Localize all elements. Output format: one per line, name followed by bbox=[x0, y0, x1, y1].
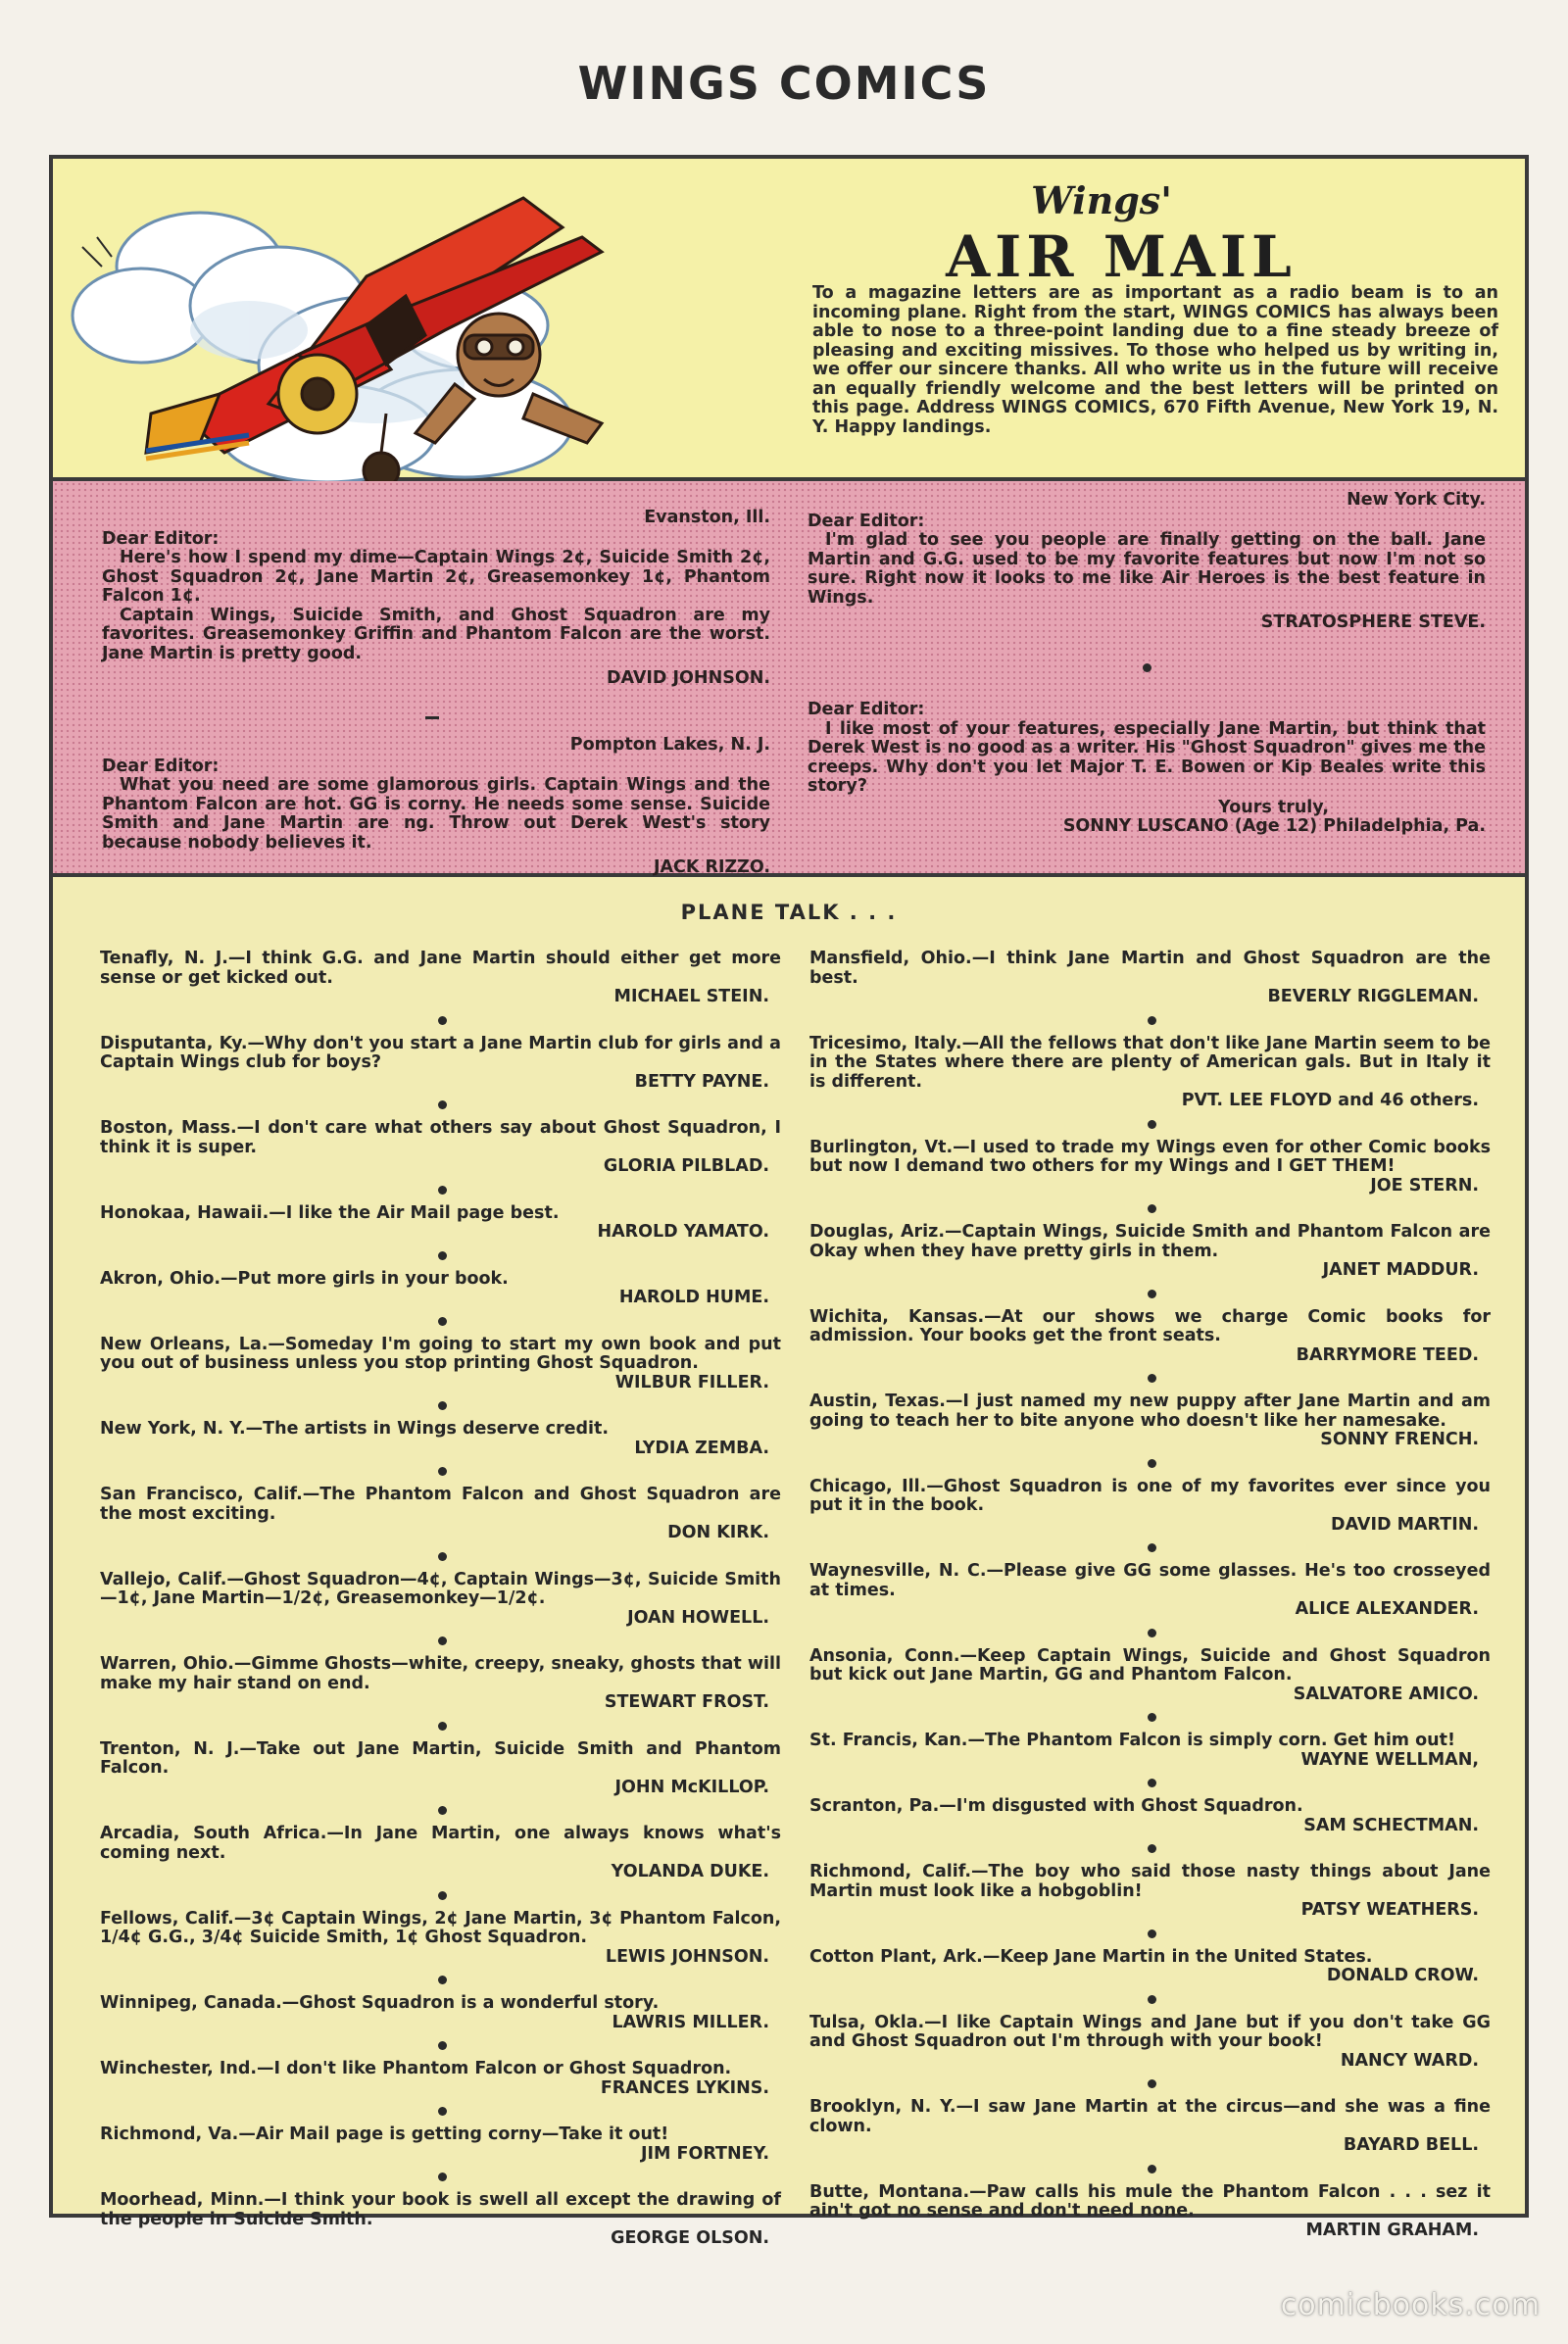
plane-talk-signature: JOE STERN. bbox=[1370, 1175, 1479, 1196]
plane-talk-item bbox=[809, 2098, 1491, 2156]
separator-dot bbox=[1143, 663, 1152, 672]
plane-talk-text: Winnipeg, Canada.—Ghost Squadron is a wonderful story. bbox=[100, 1993, 660, 2013]
plane-talk-text: Arcadia, South Africa.—In Jane Martin, one always knows what's coming next. bbox=[100, 1824, 781, 1863]
plane-talk-item bbox=[100, 1336, 781, 1393]
separator-dot bbox=[438, 1636, 447, 1645]
plane-talk-signature: MARTIN GRAHAM. bbox=[1305, 2220, 1479, 2240]
plane-talk-signature: JOHN McKILLOP. bbox=[614, 1777, 769, 1797]
plane-talk-signature: SONNY FRENCH. bbox=[1320, 1430, 1479, 1449]
plane-talk-item bbox=[100, 2191, 781, 2249]
separator-dot bbox=[438, 1806, 447, 1815]
separator-dot bbox=[1148, 1459, 1156, 1468]
letter-signature: DAVID JOHNSON. bbox=[606, 668, 770, 688]
plane-talk-signature: SAM SCHECTMAN. bbox=[1303, 1815, 1479, 1835]
plane-talk-text: Trenton, N. J.—Take out Jane Martin, Suicide Smith and Phantom Falcon. bbox=[100, 1738, 781, 1778]
plane-talk-signature: DONALD CROW. bbox=[1326, 1966, 1479, 1985]
letter-salutation: Dear Editor: bbox=[102, 528, 220, 549]
plane-talk-signature: SALVATORE AMICO. bbox=[1293, 1684, 1479, 1704]
plane-talk-text: New Orleans, La.—Someday I'm going to start my own book and put you out of business unless you stop printing Ghost Squadron. bbox=[100, 1334, 781, 1373]
separator-dot bbox=[438, 2041, 447, 2050]
plane-talk-signature: DON KIRK. bbox=[667, 1523, 769, 1542]
letter-signature: STRATOSPHERE STEVE. bbox=[1260, 612, 1486, 632]
separator-dot bbox=[438, 1401, 447, 1410]
separator-dot bbox=[438, 1552, 447, 1561]
plane-talk-item bbox=[100, 1740, 781, 1798]
plane-talk-text: Richmond, Va.—Air Mail page is getting corny—Take it out! bbox=[100, 2124, 669, 2144]
plane-talk-item bbox=[809, 1797, 1491, 1835]
separator-dot bbox=[1148, 1929, 1156, 1938]
plane-talk-text: Austin, Texas.—I just named my new puppy after Jane Martin and am going to teach her to bite anyone who doesn't like her namesake. bbox=[809, 1392, 1491, 1431]
plane-talk-signature: JOAN HOWELL. bbox=[627, 1607, 769, 1628]
plane-talk-signature: WAYNE WELLMAN, bbox=[1300, 1749, 1479, 1770]
plane-talk-text: Mansfield, Ohio.—I think Jane Martin and Ghost Squadron are the best. bbox=[809, 949, 1491, 988]
letter-pompton-lakes bbox=[102, 736, 770, 878]
plane-talk-text: Winchester, Ind.—I don't like Phantom Falcon or Ghost Squadron. bbox=[100, 2059, 732, 2078]
plane-talk-signature: FRANCES LYKINS. bbox=[600, 2077, 769, 2098]
plane-talk-signature: GLORIA PILBLAD. bbox=[603, 1156, 769, 1176]
plane-talk-signature: WILBUR FILLER. bbox=[614, 1372, 769, 1392]
plane-talk-text: Richmond, Calif.—The boy who said those nasty things about Jane Martin must look like a hobgoblin! bbox=[809, 1862, 1491, 1901]
plane-talk-text: Butte, Montana.—Paw calls his mule the Phantom Falcon . . . sez it ain't got no sense and don't need none. bbox=[809, 2181, 1491, 2221]
separator-dot bbox=[438, 1891, 447, 1900]
plane-talk-item bbox=[809, 1392, 1491, 1450]
plane-talk-item bbox=[100, 1571, 781, 1629]
separator-dot bbox=[1148, 1713, 1156, 1722]
plane-talk-signature: MICHAEL STEIN. bbox=[613, 987, 769, 1006]
plane-talk-signature: BAYARD BELL. bbox=[1343, 2135, 1479, 2155]
letter-place: New York City. bbox=[1347, 490, 1486, 510]
letters-panel bbox=[53, 481, 1525, 877]
plane-talk-signature: YOLANDA DUKE. bbox=[611, 1862, 769, 1881]
plane-talk-signature: BETTY PAYNE. bbox=[634, 1071, 769, 1092]
site-credit: comicbooks.com bbox=[1280, 2288, 1541, 2322]
plane-talk-signature: GEORGE OLSON. bbox=[611, 2228, 769, 2248]
plane-talk-text: New York, N. Y.—The artists in Wings deserve credit. bbox=[100, 1419, 610, 1439]
separator-dot bbox=[1148, 1016, 1156, 1025]
plane-talk-signature: LYDIA ZEMBA. bbox=[634, 1438, 769, 1458]
plane-talk-signature: LEWIS JOHNSON. bbox=[605, 1946, 769, 1967]
plane-talk-text: Tulsa, Okla.—I like Captain Wings and Jane but if you don't take GG and Ghost Squadron out I'm through with your book! bbox=[809, 2012, 1491, 2051]
plane-talk-item bbox=[100, 2125, 781, 2164]
plane-talk-signature: BEVERLY RIGGLEMAN. bbox=[1267, 987, 1479, 1006]
plane-talk-signature: HAROLD YAMATO. bbox=[597, 1222, 769, 1242]
plane-talk-text: Chicago, Ill.—Ghost Squadron is one of my favorites ever since you put it in the book. bbox=[809, 1476, 1491, 1515]
plane-talk-item bbox=[809, 1647, 1491, 1705]
separator-dash bbox=[425, 716, 439, 719]
letter-place: Evanston, Ill. bbox=[644, 508, 770, 527]
plane-talk-signature: LAWRIS MILLER. bbox=[612, 2012, 769, 2032]
plane-talk-text: Boston, Mass.—I don't care what others say about Ghost Squadron, I think it is super. bbox=[100, 1118, 781, 1157]
letter-body: What you need are some glamorous girls. Captain Wings and the Phantom Falcon are hot. GG is corny. He needs some sense. Suicide Smith and Jane Martin are ng. Throw out Derek West's story because nobody believes it. bbox=[102, 775, 770, 853]
separator-dot bbox=[438, 2173, 447, 2181]
plane-talk-signature: ALICE ALEXANDER. bbox=[1295, 1599, 1479, 1619]
plane-talk-signature: DAVID MARTIN. bbox=[1331, 1514, 1479, 1535]
separator-dot bbox=[438, 1976, 447, 1984]
plane-talk-item bbox=[100, 1486, 781, 1543]
letter-salutation: Dear Editor: bbox=[808, 700, 925, 719]
plane-talk-item bbox=[100, 2060, 781, 2098]
letter-evanston bbox=[102, 509, 770, 689]
letter-closing: Yours truly, bbox=[1218, 797, 1329, 817]
letter-signature: SONNY LUSCANO (Age 12) Philadelphia, Pa. bbox=[1062, 816, 1486, 836]
plane-talk-item bbox=[809, 1478, 1491, 1536]
letter-body: Captain Wings, Suicide Smith, and Ghost Squadron are my favorites. Greasemonkey Griffin and Phantom Falcon are the worst. Jane Martin is pretty good. bbox=[102, 605, 770, 663]
plane-talk-title: PLANE TALK . . . bbox=[680, 901, 898, 924]
air-mail-title: AIR MAIL bbox=[946, 223, 1297, 290]
air-mail-page bbox=[49, 155, 1529, 2248]
plane-talk-section bbox=[53, 877, 1525, 2248]
letter-body: I'm glad to see you people are finally getting on the ball. Jane Martin and G.G. used to be my favorite features but now I'm not so sure. Right now it looks to me like Air Heroes is the best feature in Wings. bbox=[808, 530, 1486, 608]
plane-talk-signature: JIM FORTNEY. bbox=[640, 2143, 769, 2164]
letter-salutation: Dear Editor: bbox=[808, 511, 925, 531]
plane-talk-item bbox=[809, 2014, 1491, 2072]
separator-dot bbox=[1148, 1543, 1156, 1552]
plane-talk-text: Burlington, Vt.—I used to trade my Wings even for other Comic books but now I demand two others for my Wings and I GET THEM! bbox=[809, 1137, 1491, 1176]
plane-talk-signature: BARRYMORE TEED. bbox=[1296, 1344, 1479, 1365]
plane-talk-item bbox=[100, 1270, 781, 1308]
plane-talk-text: Honokaa, Hawaii.—I like the Air Mail page best. bbox=[100, 1202, 560, 1223]
plane-talk-text: Tenafly, N. J.—I think G.G. and Jane Martin should either get more sense or get kicked out. bbox=[100, 949, 781, 988]
plane-talk-text: Fellows, Calif.—3¢ Captain Wings, 2¢ Jane Martin, 3¢ Phantom Falcon, 1/4¢ G.G., 3/4¢ Suicide Smith, 1¢ Ghost Squadron. bbox=[100, 1908, 781, 1947]
letter-body: I like most of your features, especially Jane Martin, but think that Derek West is no good as a writer. His "Ghost Squadron" gives me the creeps. Why don't you let Major T. E. Bowen or Kip Beales write this story? bbox=[808, 718, 1486, 796]
plane-talk-text: Vallejo, Calif.—Ghost Squadron—4¢, Captain Wings—3¢, Suicide Smith—1¢, Jane Martin—1/2¢, Greasemonkey—1/2¢. bbox=[100, 1569, 781, 1608]
plane-talk-text: Tricesimo, Italy.—All the fellows that don't like Jane Martin seem to be in the States where there are plenty of American gals. But in Italy it is different. bbox=[809, 1033, 1491, 1092]
plane-talk-text: Brooklyn, N. Y.—I saw Jane Martin at the circus—and she was a fine clown. bbox=[809, 2097, 1491, 2136]
page-title: WINGS COMICS bbox=[577, 57, 991, 110]
airplane-pilot-illustration bbox=[53, 159, 631, 497]
plane-talk-text: Waynesville, N. C.—Please give GG some glasses. He's too crosseyed at times. bbox=[809, 1561, 1491, 1600]
letter-philadelphia bbox=[808, 701, 1486, 837]
plane-talk-item bbox=[809, 1863, 1491, 1921]
plane-talk-signature: HAROLD HUME. bbox=[618, 1288, 769, 1307]
separator-dot bbox=[438, 1186, 447, 1195]
plane-talk-item bbox=[809, 1223, 1491, 1281]
separator-dot bbox=[1148, 2165, 1156, 2173]
plane-talk-item bbox=[809, 1139, 1491, 1196]
plane-talk-item bbox=[100, 950, 781, 1007]
separator-dot bbox=[438, 1251, 447, 1260]
letter-signature: JACK RIZZO. bbox=[653, 857, 770, 877]
plane-talk-item bbox=[809, 950, 1491, 1007]
letter-body: Here's how I spend my dime—Captain Wings 2¢, Suicide Smith 2¢, Ghost Squadron 2¢, Jane Martin 2¢, Greasemonkey 1¢, Phantom Falcon 1¢. bbox=[102, 548, 770, 606]
plane-talk-item bbox=[100, 1119, 781, 1177]
letter-new-york-city bbox=[808, 491, 1486, 633]
plane-talk-item bbox=[809, 1035, 1491, 1111]
plane-talk-signature: STEWART FROST. bbox=[604, 1692, 769, 1712]
separator-dot bbox=[438, 1467, 447, 1476]
letter-place: Pompton Lakes, N. J. bbox=[569, 735, 770, 755]
plane-talk-signature: PATSY WEATHERS. bbox=[1300, 1900, 1479, 1920]
plane-talk-item bbox=[809, 1308, 1491, 1366]
separator-dot bbox=[438, 1722, 447, 1731]
plane-talk-signature: JANET MADDUR. bbox=[1322, 1260, 1479, 1280]
plane-talk-signature: PVT. LEE FLOYD and 46 others. bbox=[1181, 1091, 1479, 1110]
plane-talk-right-column bbox=[809, 950, 1491, 2240]
separator-dot bbox=[1148, 1120, 1156, 1129]
separator-dot bbox=[438, 2107, 447, 2116]
plane-talk-text: Cotton Plant, Ark.—Keep Jane Martin in the United States. bbox=[809, 1946, 1373, 1967]
letter-salutation: Dear Editor: bbox=[102, 756, 220, 776]
separator-dot bbox=[1148, 1290, 1156, 1298]
plane-talk-text: Disputanta, Ky.—Why don't you start a Jane Martin club for girls and a Captain Wings club for boys? bbox=[100, 1033, 781, 1072]
plane-talk-text: San Francisco, Calif.—The Phantom Falcon and Ghost Squadron are the most exciting. bbox=[100, 1485, 781, 1524]
air-mail-header bbox=[53, 159, 1525, 481]
separator-dot bbox=[1148, 1779, 1156, 1787]
separator-dot bbox=[438, 1016, 447, 1025]
plane-talk-text: Ansonia, Conn.—Keep Captain Wings, Suicide and Ghost Squadron but kick out Jane Martin, GG and Phantom Falcon. bbox=[809, 1645, 1491, 1685]
intro-text: To a magazine letters are as important as a radio beam is to an incoming plane. Right from the start, WINGS COMICS has always been able to nose to a three-point landing due to a fine steady breeze of pleasing and exciting missives. To those who helped us by writing in, we offer our sincere thanks. All who write us in the future will receive an equally friendly welcome and the best letters will be printed on this page. Address WINGS COMICS, 670 Fifth Avenue, New York 19, N. Y. Happy landings. bbox=[812, 283, 1498, 437]
plane-talk-item bbox=[100, 1910, 781, 1968]
plane-talk-text: Scranton, Pa.—I'm disgusted with Ghost Squadron. bbox=[809, 1796, 1303, 1816]
plane-talk-text: Moorhead, Minn.—I think your book is swell all except the drawing of the people in Suicide Smith. bbox=[100, 2190, 781, 2229]
separator-dot bbox=[1148, 1629, 1156, 1637]
plane-talk-item bbox=[100, 1204, 781, 1243]
plane-talk-text: Warren, Ohio.—Gimme Ghosts—white, creepy, sneaky, ghosts that will make my hair stand on end. bbox=[100, 1654, 781, 1693]
plane-talk-item bbox=[100, 1994, 781, 2032]
separator-dot bbox=[438, 1100, 447, 1109]
plane-talk-item bbox=[100, 1655, 781, 1713]
separator-dot bbox=[1148, 1374, 1156, 1383]
wings-title: Wings' bbox=[1031, 178, 1172, 222]
plane-talk-text: Douglas, Ariz.—Captain Wings, Suicide Smith and Phantom Falcon are Okay when they have pretty girls in them. bbox=[809, 1222, 1491, 1261]
plane-talk-item bbox=[100, 1420, 781, 1458]
plane-talk-item bbox=[809, 1562, 1491, 1620]
plane-talk-item bbox=[809, 2183, 1491, 2241]
separator-dot bbox=[1148, 2079, 1156, 2088]
plane-talk-item bbox=[809, 1948, 1491, 1986]
plane-talk-text: St. Francis, Kan.—The Phantom Falcon is simply corn. Get him out! bbox=[809, 1731, 1455, 1750]
plane-talk-text: Akron, Ohio.—Put more girls in your book. bbox=[100, 1268, 509, 1289]
separator-dot bbox=[1148, 1995, 1156, 2004]
plane-talk-item bbox=[809, 1732, 1491, 1770]
plane-talk-left-column bbox=[100, 950, 781, 2249]
plane-talk-item bbox=[100, 1825, 781, 1882]
separator-dot bbox=[438, 1317, 447, 1326]
plane-talk-text: Wichita, Kansas.—At our shows we charge Comic books for admission. Your books get the front seats. bbox=[809, 1306, 1491, 1345]
plane-talk-signature: NANCY WARD. bbox=[1340, 2050, 1479, 2071]
plane-talk-item bbox=[100, 1035, 781, 1093]
separator-dot bbox=[1148, 1844, 1156, 1853]
separator-dot bbox=[1148, 1204, 1156, 1213]
